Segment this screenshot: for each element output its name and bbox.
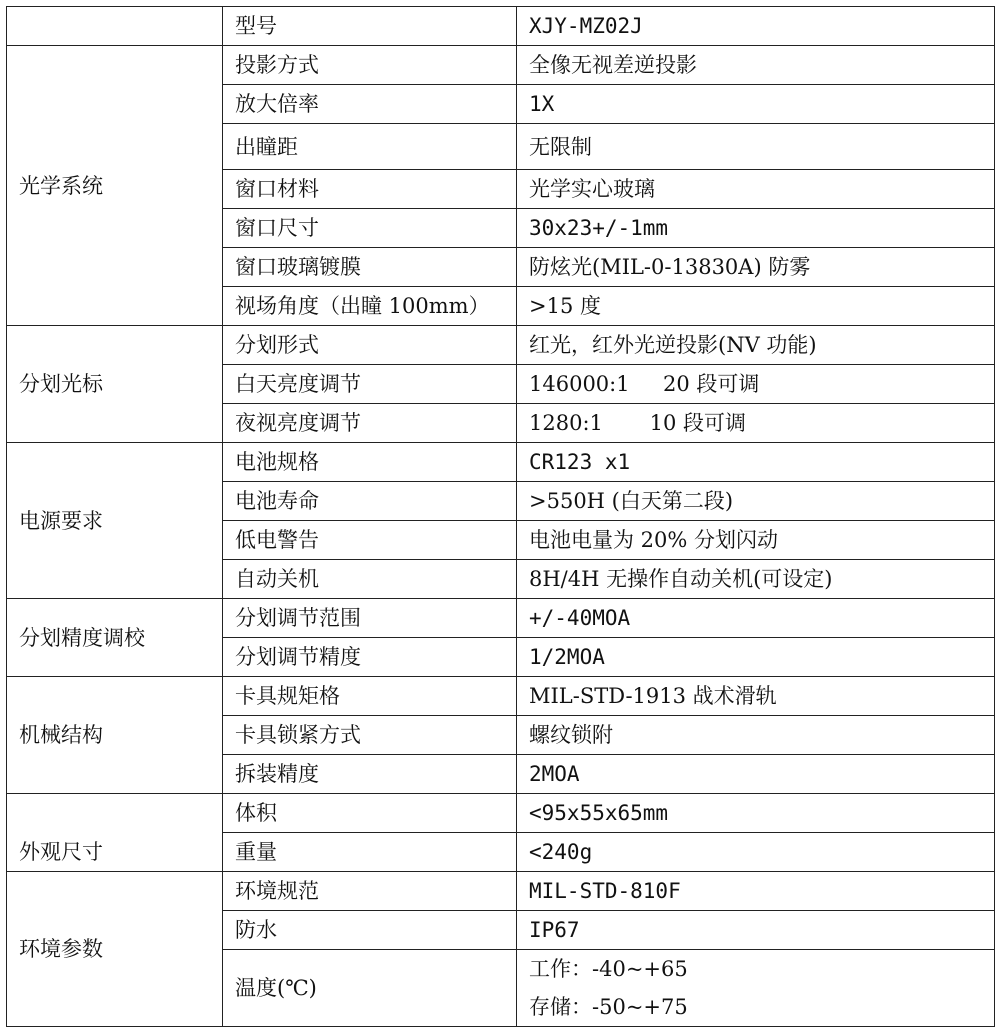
group-mechanical: 机械结构 <box>7 677 223 794</box>
label-model: 型号 <box>223 7 517 46</box>
table-row <box>7 46 995 85</box>
row-value: 红光，红外光逆投影(NV 功能) <box>517 326 995 365</box>
table-row <box>7 326 995 365</box>
group-power: 电源要求 <box>7 443 223 599</box>
row-label: 体积 <box>223 794 517 833</box>
row-label: 分划形式 <box>223 326 517 365</box>
row-value: CR123 x1 <box>517 443 995 482</box>
row-label: 自动关机 <box>223 560 517 599</box>
row-value: 电池电量为 20% 分划闪动 <box>517 521 995 560</box>
row-value: 防炫光(MIL-0-13830A) 防雾 <box>517 248 995 287</box>
row-label: 电池规格 <box>223 443 517 482</box>
row-label: 低电警告 <box>223 521 517 560</box>
row-value: 30x23+/-1mm <box>517 209 995 248</box>
row-label: 分划调节范围 <box>223 599 517 638</box>
row-label: 窗口玻璃镀膜 <box>223 248 517 287</box>
temperature-storage: 存储：-50~+75 <box>529 995 688 1019</box>
row-label: 重量 <box>223 833 517 872</box>
row-value: +/-40MOA <box>517 599 995 638</box>
row-label: 电池寿命 <box>223 482 517 521</box>
row-value: 1/2MOA <box>517 638 995 677</box>
row-label: 分划调节精度 <box>223 638 517 677</box>
row-value: 全像无视差逆投影 <box>517 46 995 85</box>
row-value: >15 度 <box>517 287 995 326</box>
table-row <box>7 599 995 638</box>
row-label: 拆装精度 <box>223 755 517 794</box>
row-label: 温度(℃) <box>223 950 517 1027</box>
row-label: 防水 <box>223 911 517 950</box>
row-value: <95x55x65mm <box>517 794 995 833</box>
group-optical-system: 光学系统 <box>7 46 223 326</box>
row-label: 卡具锁紧方式 <box>223 716 517 755</box>
row-label: 环境规范 <box>223 872 517 911</box>
table-row-model <box>7 7 995 46</box>
row-value: <240g <box>517 833 995 872</box>
row-value: IP67 <box>517 911 995 950</box>
table-row <box>7 872 995 911</box>
row-value: 无限制 <box>517 124 995 170</box>
table-row <box>7 677 995 716</box>
group-reticle: 分划光标 <box>7 326 223 443</box>
row-value: >550H (白天第二段) <box>517 482 995 521</box>
row-label: 窗口材料 <box>223 170 517 209</box>
row-value: 1X <box>517 85 995 124</box>
table-row <box>7 794 995 833</box>
row-value: MIL-STD-1913 战术滑轨 <box>517 677 995 716</box>
row-label: 放大倍率 <box>223 85 517 124</box>
row-label: 视场角度（出瞳 100mm） <box>223 287 517 326</box>
table-cell-empty <box>7 7 223 46</box>
row-value: 1280:1 10 段可调 <box>517 404 995 443</box>
row-value: MIL-STD-810F <box>517 872 995 911</box>
value-model: XJY-MZ02J <box>517 7 995 46</box>
temperature-operating: 工作：-40~+65 <box>529 957 688 981</box>
spec-table <box>6 6 995 1027</box>
row-value: 螺纹锁附 <box>517 716 995 755</box>
row-label: 白天亮度调节 <box>223 365 517 404</box>
row-value-temperature <box>517 950 995 1027</box>
row-value: 8H/4H 无操作自动关机(可设定) <box>517 560 995 599</box>
row-value: 146000:1 20 段可调 <box>517 365 995 404</box>
row-label: 夜视亮度调节 <box>223 404 517 443</box>
row-value: 2MOA <box>517 755 995 794</box>
row-label: 出瞳距 <box>223 124 517 170</box>
group-dimensions: 外观尺寸 <box>7 794 223 872</box>
row-label: 卡具规矩格 <box>223 677 517 716</box>
group-reticle-adjustment: 分划精度调校 <box>7 599 223 677</box>
group-environment: 环境参数 <box>7 872 223 1027</box>
row-label: 投影方式 <box>223 46 517 85</box>
row-label: 窗口尺寸 <box>223 209 517 248</box>
table-row <box>7 443 995 482</box>
row-value: 光学实心玻璃 <box>517 170 995 209</box>
